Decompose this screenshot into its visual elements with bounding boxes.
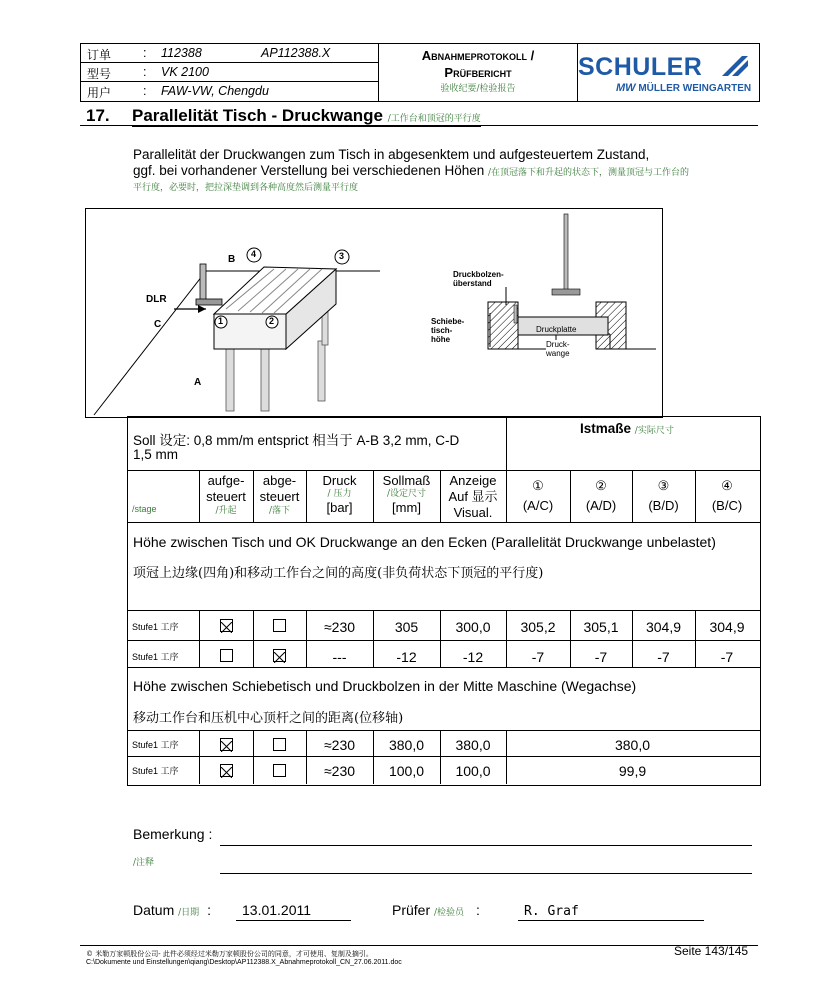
section-desc-cn: /在顶冠落下和升起的状态下，测量顶冠与工作台的	[488, 168, 690, 178]
col-soll-text: Sollmaß	[382, 473, 431, 488]
row2-1-stage: Stufe1 工序	[132, 766, 179, 776]
section-desc-line1: Parallelität der Druckwangen zum Tisch in abgesenktem und aufgesteuertem Zustand,	[133, 147, 650, 162]
user-value: FAW-VW, Chengdu	[161, 84, 269, 98]
row2-1-druck: ≈230	[323, 763, 356, 779]
istmasse-text: Istmaße	[580, 421, 632, 436]
col-abgesteuert	[253, 473, 306, 517]
logo-mw-mark: MW	[616, 82, 636, 94]
page-number: Seite 143/145	[674, 944, 749, 958]
row2-0-stage: Stufe1 工序	[132, 740, 179, 750]
row2-1-anzeige: 100,0	[455, 763, 491, 779]
col-anzeige	[440, 473, 506, 521]
col-bc-text: (B/C)	[711, 498, 743, 513]
row1-1-anzeige: -12	[462, 649, 484, 665]
row2-0-druck: ≈230	[323, 737, 356, 753]
row1-1-ac: -7	[531, 649, 545, 665]
col-bd	[632, 476, 695, 516]
col-ab-2: steuert	[259, 489, 300, 504]
fig-druckwange-2: wange	[546, 349, 570, 358]
row1-1-druck: ---	[332, 649, 347, 665]
pruefer-value: R. Graf	[524, 904, 579, 919]
pruefer-cn: /检验员	[434, 908, 465, 918]
logo-swoosh-icon	[718, 54, 748, 76]
datum-label	[133, 902, 211, 918]
order-label: 订单	[87, 48, 112, 62]
order-number: 112388	[161, 46, 202, 60]
section1-cn: 项冠上边缘(四角)和移动工作台之间的高度(非负荷状态下顶冠的平行度)	[133, 566, 544, 581]
type-colon: :	[143, 65, 147, 79]
col-ad	[570, 476, 632, 516]
row2-1-istmass: 99,9	[618, 763, 647, 779]
col-sollmass	[373, 473, 440, 515]
title-line2: Prüfbericht	[444, 65, 512, 80]
row2-1-ab-checkbox[interactable]	[273, 764, 286, 777]
fig-marker-1: 1	[218, 316, 224, 326]
col-anz-3: Visual.	[453, 505, 493, 520]
col-ac-text: (A/C)	[522, 498, 554, 513]
fig-druckwange-1: Druck-	[546, 340, 570, 349]
bemerkung-line-1[interactable]	[220, 845, 752, 846]
title-line1: Abnahmeprotokoll /	[421, 48, 535, 63]
section1-de: Höhe zwischen Tisch und OK Druckwange an den Ecken (Parallelität Druckwange unbelastet)	[133, 534, 716, 550]
istmasse-cn: /实际尺寸	[634, 426, 674, 436]
row1-0-anzeige: 300,0	[455, 619, 491, 635]
technical-figure	[85, 208, 663, 418]
file-path: C:\Dokumente und Einstellungen\qiang\Desktop\AP112388.X_Abnahmeprotokoll_CN_27.06.2011.doc	[86, 959, 402, 966]
row1-1-bd: -7	[657, 649, 670, 665]
col-ab-1: abge-	[262, 473, 297, 488]
col-ad-text: (A/D)	[585, 498, 617, 513]
section2-de: Höhe zwischen Schiebetisch und Druckbolzen in der Mitte Maschine (Wegachse)	[133, 678, 637, 694]
row2-0-soll: 380,0	[388, 737, 425, 753]
title-cn: 验收纪要/检验报告	[440, 84, 516, 94]
section-desc-line2-text: ggf. bei vorhandener Verstellung bei verschiedenen Höhen	[133, 163, 485, 178]
col-auf-2: steuert	[206, 489, 246, 504]
row1-0-druck: ≈230	[323, 619, 356, 635]
col-bd-text: (B/D)	[648, 498, 679, 513]
section2-cn: 移动工作台和压机中心顶杆之间的距离(位移轴)	[133, 711, 404, 726]
fig-marker-2: 2	[269, 316, 275, 326]
section-desc-line2	[133, 163, 689, 178]
col-auf-cn: /升起	[215, 506, 237, 516]
col-bc	[695, 476, 759, 516]
row1-1-stage: Stufe1 工序	[132, 652, 179, 662]
logo-sub: MÜLLER WEINGARTEN	[638, 83, 752, 94]
col-aufgesteuert	[199, 473, 253, 517]
section-title-cn: /工作台和顶冠的平行度	[387, 114, 481, 124]
row1-0-bc: 304,9	[709, 619, 745, 635]
col-bd-sym: ③	[657, 478, 670, 493]
row2-0-anzeige: 380,0	[455, 737, 491, 753]
pruefer-label	[392, 902, 480, 918]
col-ab-cn: /落下	[268, 506, 291, 516]
row1-0-auf-checkbox[interactable]	[220, 619, 233, 632]
row1-0-stage: Stufe1 工序	[132, 622, 179, 632]
pruefer-text: Prüfer	[392, 902, 431, 918]
document-header	[80, 43, 760, 102]
section-desc-cn2: 平行度，必要时，把拉深垫调到各种高度然后测量平行度	[133, 183, 359, 193]
row1-1-soll: -12	[396, 649, 417, 665]
row2-0-ab-checkbox[interactable]	[273, 738, 286, 751]
row1-0-ad: 305,1	[583, 619, 619, 635]
col-anz-1: Anzeige	[449, 473, 497, 488]
section-rule	[80, 125, 758, 126]
col-soll-unit: [mm]	[392, 500, 421, 515]
fig-label-a: A	[194, 377, 202, 388]
fig-druckbolzen-1: Druckbolzen-	[453, 270, 504, 279]
datum-colon: :	[207, 902, 211, 918]
bemerkung-label: Bemerkung :	[133, 826, 213, 842]
row2-1-auf-checkbox[interactable]	[220, 764, 233, 777]
col-ac-sym: ①	[532, 478, 544, 493]
order-code: AP112388.X	[261, 46, 331, 60]
row1-1-ab-checkbox[interactable]	[273, 649, 286, 662]
bemerkung-line-2[interactable]	[220, 873, 752, 874]
type-label: 型号	[87, 67, 112, 81]
row2-1-soll: 100,0	[388, 763, 425, 779]
fig-marker-4: 4	[251, 249, 257, 259]
section-number: 17.	[86, 106, 110, 125]
fig-druckplatte: Druckplatte	[536, 325, 577, 334]
datum-value: 13.01.2011	[242, 902, 312, 918]
col-ac	[506, 476, 570, 516]
row1-0-ac: 305,2	[520, 619, 556, 635]
row1-0-ab-checkbox[interactable]	[273, 619, 286, 632]
pruefer-colon: :	[475, 902, 480, 918]
soll-text: Soll 设定: 0,8 mm/m entsprict 相当于 A-B 3,2 mm, C-D	[133, 433, 460, 448]
fig-marker-3: 3	[339, 251, 345, 261]
user-label: 用户	[87, 86, 112, 100]
fig-druckbolzen-2: überstand	[453, 279, 492, 288]
logo-main: SCHULER	[578, 53, 703, 81]
bemerkung-cn: /注释	[133, 858, 155, 868]
schuler-logo	[578, 44, 759, 101]
fig-label-b: B	[228, 254, 236, 265]
col-auf-1: aufge-	[207, 473, 245, 488]
press-diagram	[86, 209, 662, 417]
order-colon: :	[143, 46, 147, 60]
row1-1-ad: -7	[594, 649, 608, 665]
row1-1-auf-checkbox[interactable]	[220, 649, 233, 662]
datum-text: Datum	[133, 902, 175, 918]
row1-0-soll: 305	[394, 619, 419, 635]
col-stage: /stage	[132, 504, 157, 514]
row1-1-bc: -7	[720, 649, 734, 665]
col-soll-cn: /设定尺寸	[386, 489, 427, 499]
row2-0-auf-checkbox[interactable]	[220, 738, 233, 751]
type-value: VK 2100	[161, 65, 209, 79]
col-druck-text: Druck	[322, 473, 357, 488]
soll-text-2: 1,5 mm	[133, 447, 179, 462]
col-druck-cn: / 压力	[327, 489, 352, 499]
fig-schiebe-3: höhe	[431, 335, 451, 344]
col-anz-2: Auf 显示	[448, 489, 498, 504]
footer-rule	[80, 945, 758, 946]
col-druck-unit: [bar]	[326, 500, 353, 515]
row1-0-bd: 304,9	[645, 619, 682, 635]
fig-schiebe-1: Schiebe-	[431, 317, 465, 326]
col-ad-sym: ②	[595, 478, 607, 493]
istmasse-label	[580, 421, 674, 436]
section-title	[132, 106, 481, 127]
pruefer-line[interactable]	[518, 920, 704, 921]
fig-label-c: C	[154, 319, 162, 330]
datum-cn: /日期	[178, 908, 200, 918]
copyright: © 米勒万家顿股份公司- 此件必须经过米勒万家顿股份公司的同意，才可使用、复制及摘引。	[86, 950, 373, 958]
fig-schiebe-2: tisch-	[431, 326, 453, 335]
col-druck	[306, 473, 373, 515]
col-bc-sym: ④	[721, 478, 733, 493]
fig-label-dlr: DLR	[146, 294, 167, 305]
section-title-text: Parallelität Tisch - Druckwange	[132, 106, 383, 125]
row2-0-istmass: 380,0	[614, 737, 651, 753]
datum-line[interactable]	[236, 920, 351, 921]
user-colon: :	[143, 84, 147, 98]
